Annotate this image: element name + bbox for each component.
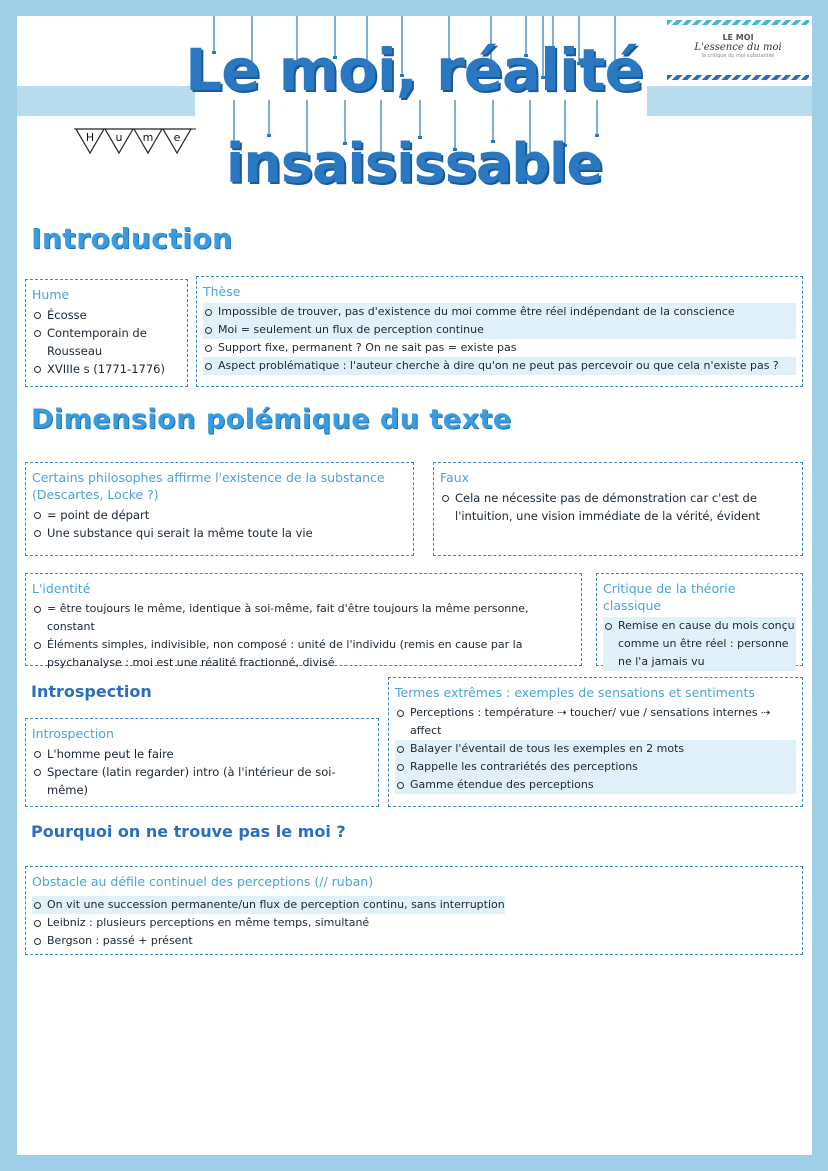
these-list [203,303,796,375]
logo-stripe [667,20,809,25]
these-box [196,276,803,387]
list-item: Remise en cause du mois conçu comme un être réel : personne ne l'a jamais vu [603,617,796,671]
list-item: Perceptions : température ⇢ toucher/ vue / sensations internes ⇢ affect [395,704,796,740]
box-title: Faux [440,470,470,485]
list-item: = point de départ [32,506,407,524]
hume-box [25,279,188,387]
pennant-letter: u [115,131,123,144]
identite-list [32,600,575,672]
faux-box [433,462,803,556]
page-title-line-2: insaisissable [225,132,603,195]
box-title: Hume [32,287,70,302]
list-item: Rappelle les contrariétés des perceptions [395,758,796,776]
box-title: Certains philosophes affirme l'existence de la substance (Descartes, Locke ?) [32,470,385,502]
box-title: Critique de la théorie classique [603,581,736,613]
obstacle-list [32,893,796,950]
pennant-letter: e [173,131,181,144]
list-item: Balayer l'éventail de tous les exemples en 2 mots [395,740,796,758]
list-item: Gamme étendue des perceptions [395,776,796,794]
list-item: On vit une succession permanente/un flux de perception continu, sans interruption [32,896,505,914]
box-title: Termes extrêmes : exemples de sensations et sentiments [395,685,755,700]
list-item: L'homme peut le faire [32,745,372,763]
introspection-box [25,718,379,807]
termes-list [395,704,796,794]
pennant-letter: m [142,131,154,144]
box-title: Introspection [32,726,114,741]
list-item: = être toujours le même, identique à soi-même, fait d'être toujours la même personne, constant [32,600,575,636]
substance-list [32,506,407,542]
list-item: Contemporain de Rousseau [32,324,181,360]
box-title: Thèse [203,284,241,299]
pennant-letter: H [85,131,95,144]
identite-box [25,573,582,669]
section-heading-pourquoi: Pourquoi on ne trouve pas le moi ? [31,822,346,841]
critique-box [596,573,803,666]
list-item: Cela ne nécessite pas de démonstration car c'est de l'intuition, une vision immédiate de la vérité, évident [440,489,796,525]
list-item: Une substance qui serait la même toute la vie [32,524,407,542]
list-item: Aspect problématique : l'auteur cherche à dire qu'on ne peut pas percevoir ou que cela n'existe pas ? [203,357,796,375]
list-item: XVIIIe s (1771-1776) [32,360,181,378]
logo-top-text: LE MOI [722,33,754,42]
obstacle-box [25,866,803,955]
list-item: Éléments simples, indivisible, non composé : unité de l'individu (remis en cause par la psychanalyse : moi est une réalité fractionné, divisé [32,636,575,672]
box-title: Obstacle au défile continuel des perceptions (// ruban) [32,874,374,889]
list-item: Écosse [32,306,181,324]
section-heading-dimension: Dimension polémique du texte [31,404,512,435]
list-item: Bergson : passé + présent [32,932,796,950]
hume-list [32,306,181,378]
section-heading-introspection: Introspection [31,682,152,701]
substance-box [25,462,414,556]
critique-list [603,617,796,671]
list-item: Spectare (latin regarder) intro (à l'intérieur de soi-même) [32,763,372,799]
list-item: Support fixe, permanent ? On ne sait pas = existe pas [203,339,796,357]
page-title-line-1: Le moi, réalité [185,36,643,104]
faux-list [440,489,796,525]
list-item: Leibniz : plusieurs perceptions en même temps, simultané [32,914,796,932]
box-title: L'identité [32,581,91,596]
logo-sub-text: la critique du moi substantiel [701,53,775,59]
list-item: Impossible de trouver, pas d'existence du moi comme être réel indépendant de la conscience [203,303,796,321]
termes-box [388,677,803,807]
section-heading-introduction: Introduction [31,222,233,255]
logo-main-text: L'essence du moi [694,42,782,53]
introspection-list [32,745,372,799]
list-item: Moi = seulement un flux de perception continue [203,321,796,339]
